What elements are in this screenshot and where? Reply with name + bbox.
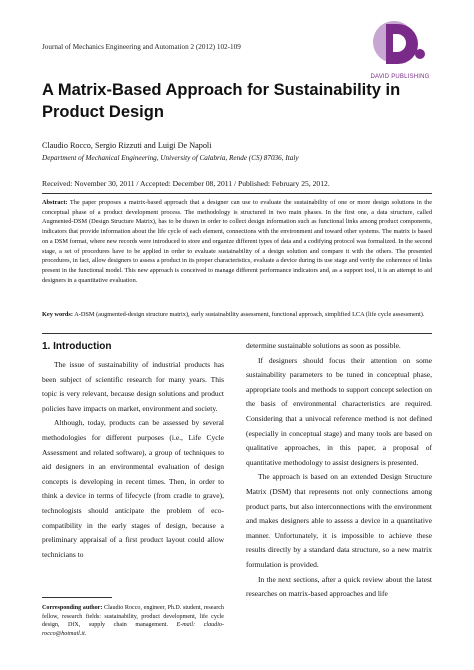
abstract [42, 198, 432, 285]
paper-title: A Matrix-Based Approach for Sustainability in Product Design [42, 81, 401, 121]
body-paragraph: determine sustainable solutions as soon as possible. [246, 341, 401, 350]
body-paragraph: In the next sections, after a quick review about the latest researches on matrix-based approaches and life [246, 574, 432, 599]
author-list: Claudio Rocco, Sergio Rizzuti and Luigi De Napoli [42, 141, 212, 150]
footnote-label: Corresponding author: [42, 605, 103, 611]
keywords-label: Key words: [42, 311, 73, 318]
keywords-bottom-rule [42, 333, 432, 334]
abstract-label: Abstract: [42, 199, 68, 206]
keywords-text: A-DSM (augmented-design structure matrix), early sustainability assessment, functional approach, simplified LCA (life cycle assessment). [74, 311, 425, 318]
footnote [42, 604, 224, 638]
abstract-top-rule [42, 193, 432, 194]
publisher-logo-text: DAVID PUBLISHING [370, 74, 430, 80]
keywords [42, 310, 432, 321]
author-affiliation: Department of Mechanical Engineering, University of Calabria, Rende (CS) 87036, Italy [42, 154, 299, 162]
footnote-email-label: E-mail: [176, 622, 196, 628]
body-paragraph: Although, today, products can be assessed by several methodologies for different purposes (i.e., Life Cycle Assessment and related software), a group of techniques to aid designers in an environmental evaluation of design concepts is developing in recent times. Then, in order to think a device in terms of lifecycle (from cradle to grave), technologists should anticipate the problem of eco-compatibility in the early stages of design, because a preliminary appraisal of a first product layout could allow technicians to [42, 418, 224, 559]
footnote-email: claudio-rocco@hotmail.it. [42, 622, 224, 637]
publisher-logo-mark [364, 18, 436, 76]
footnote-rule [42, 597, 112, 598]
right-column [246, 339, 432, 602]
footnote-text: Claudio Rocco, engineer, Ph.D. student, research fellow, research fields: sustainability, product development, life cycle design, DfX, supply chain management. [42, 605, 224, 628]
body-paragraph: The issue of sustainability of industrial products has been subject of scientific research for many years. This topic is very relevant, because design solutions and product policies have impacts on market, environment and society. [42, 360, 224, 413]
section-heading: 1. Introduction [42, 341, 112, 352]
body-paragraph: If designers should focus their attention on some sustainability parameters to be tuned in conceptual phase, appropriate tools and methods to support concept selection on the basis of environmental characteristics are required. Considering that a univocal reference method is not defined (especially in conceptual stage) and many tools are based on qualitative approaches, in this paper, a proposal of quantitative methodology to assist designers is presented. [246, 355, 432, 467]
publication-dates: Received: November 30, 2011 / Accepted: December 08, 2011 / Published: February 25, 2012. [42, 179, 330, 188]
body-paragraph: The approach is based on an extended Design Structure Matrix (DSM) that represents not only connections among product parts, but also interconnections with the environment and makes designers able to assess a device in a quantitative manner. Unfortunately, it is impossible to achieve these results directly by a standard data structure, so a new matrix formulation is provided. [246, 472, 432, 569]
publisher-logo [364, 18, 436, 86]
abstract-text: The paper proposes a matrix-based approach that a designer can use to evaluate the sustainability of one or more design solutions in the conceptual phase of a product development process. The methodology is structured in two main phases. In the first one, a data structure, called Augmented-DSM (Design Structure Matrix), has to be drawn in order to collect design information such as functional links among product components, indicators that provide information about the life cycle of each element, connections with the environment and toward other systems. The matrix is based on a DSM format, where new records were introduced to store and organize different types of data and a codifying protocol was formalized. In the second stage, a set of procedures have to be applied in order to evaluate sustainability of a design solution and compare it with the others. The presented procedures, in fact, allow designers to assess a product in its proper characteristics, evaluate a device during its use stage and verify the coherence of links present in the functional model. This new approach is conceived to manage different performance indicators and, as a support tool, it is an attempt to aid designers in a quantitative evaluation. [42, 199, 432, 284]
left-column [42, 358, 224, 562]
journal-citation: Journal of Mechanics Engineering and Automation 2 (2012) 102-109 [42, 43, 241, 51]
